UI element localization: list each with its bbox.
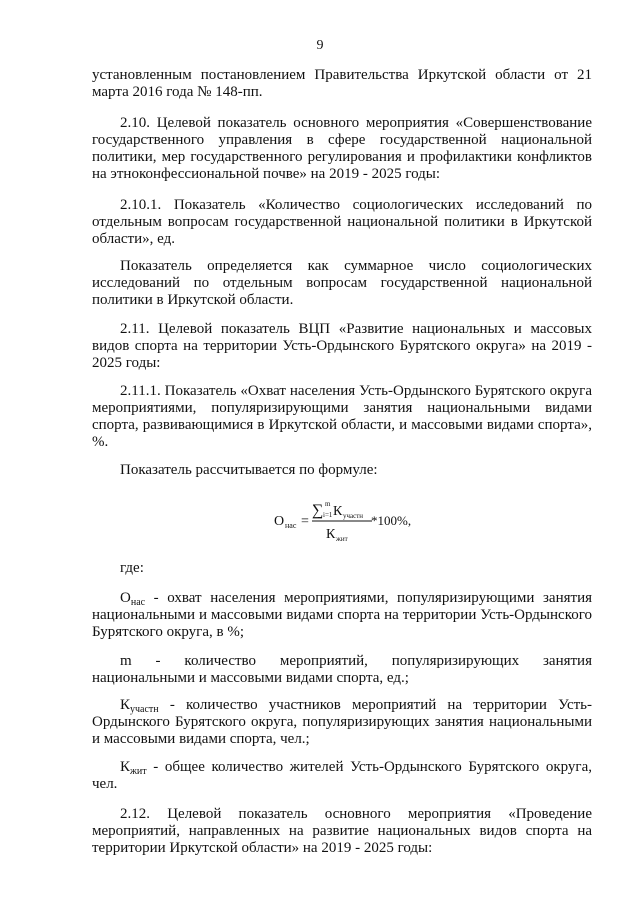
formula-lhs: О — [274, 514, 285, 529]
formula-svg — [268, 495, 412, 555]
definition-kuch — [92, 697, 592, 748]
formula-numerator: К — [333, 504, 343, 519]
definition-m-word: m — [120, 653, 132, 669]
definition-m-word: количество — [184, 653, 257, 669]
definition-kzhit-text: - общее количество жителей Усть-Ордынского Бурятского округа, чел. — [92, 759, 592, 792]
paragraph-2-12: 2.12. Целевой показатель основного мероприятия «Проведение мероприятий, направленных на развитие национальных видов спорта на территории Иркутской области» на 2019 - 2025 годы: — [92, 806, 592, 856]
formula-sum-upper: m — [325, 500, 331, 508]
where-label: где: — [120, 560, 144, 576]
formula-denominator-sub: жит — [336, 535, 348, 543]
definition-kzhit-symbol: К — [120, 759, 131, 775]
definition-m-word: - — [155, 653, 161, 669]
formula-denominator: К — [326, 527, 336, 542]
definition-kuch-symbol: К — [120, 697, 131, 713]
definition-m-word: занятия — [542, 653, 592, 669]
definition-onas-text: - охват населения мероприятиями, популяризирующими занятия национальными и массовыми видами спорта на территории Усть-Ордынского Бурятского округа, в %; — [92, 590, 592, 640]
definition-onas-sub: нас — [130, 597, 146, 608]
paragraph-continuation: установленным постановлением Правительства Иркутской области от 21 марта 2016 года № 148-пп. — [92, 67, 592, 100]
definition-onas — [92, 590, 592, 641]
formula-multiplier: *100%, — [371, 513, 412, 528]
paragraph-2-10-1: 2.10.1. Показатель «Количество социологических исследований по отдельным вопросам государственной национальной политики в Иркутской области», ед. — [92, 197, 592, 247]
formula-sum-sign: ∑ — [312, 502, 324, 519]
definition-kzhit — [92, 759, 592, 793]
formula-sum-lower: i=1 — [323, 511, 333, 519]
paragraph-indicator-definition: Показатель определяется как суммарное число социологических исследований по отдельным вопросам государственной национальной политики в Иркутской области. — [92, 258, 592, 308]
paragraph-2-11: 2.11. Целевой показатель ВЦП «Развитие национальных и массовых видов спорта на территории Усть-Ордынского Бурятского округа» на 2019 - 2025 годы: — [92, 321, 592, 371]
definition-m-word: мероприятий, — [279, 653, 368, 669]
formula — [0, 495, 640, 555]
definition-kzhit-sub: жит — [130, 766, 147, 777]
definition-m-word: популяризирующих — [391, 653, 520, 669]
definition-m-line1 — [92, 653, 592, 670]
definition-m-line2: национальными и массовыми видами спорта, ед.; — [92, 670, 409, 686]
paragraph-2-10: 2.10. Целевой показатель основного мероприятия «Совершенствование государственного управления в сфере государственной национальной политики, мер государственного регулирования и профилактики конфликтов на этноконфессиональной почве» на 2019 - 2025 годы: — [92, 115, 592, 182]
paragraph-2-11-1: 2.11.1. Показатель «Охват населения Усть-Ордынского Бурятского округа мероприятиями, популяризирующими занятия национальными видами спорта, развивающимися в Иркутской области, и массовыми видами спорта», %. — [92, 383, 592, 450]
page-number: 9 — [316, 38, 324, 53]
formula-numerator-sub: участн — [343, 512, 364, 520]
definition-kuch-text: - количество участников мероприятий на территории Усть-Ордынского Бурятского округа, популяризирующих занятия национальными и массовыми видами спорта, чел.; — [92, 697, 592, 747]
formula-equals: = — [301, 514, 309, 529]
formula-intro: Показатель рассчитывается по формуле: — [120, 462, 378, 478]
definition-kuch-sub: участн — [130, 704, 159, 715]
formula-lhs-sub: нас — [285, 521, 297, 530]
definition-m — [92, 653, 592, 687]
definition-onas-symbol: О — [120, 590, 131, 606]
